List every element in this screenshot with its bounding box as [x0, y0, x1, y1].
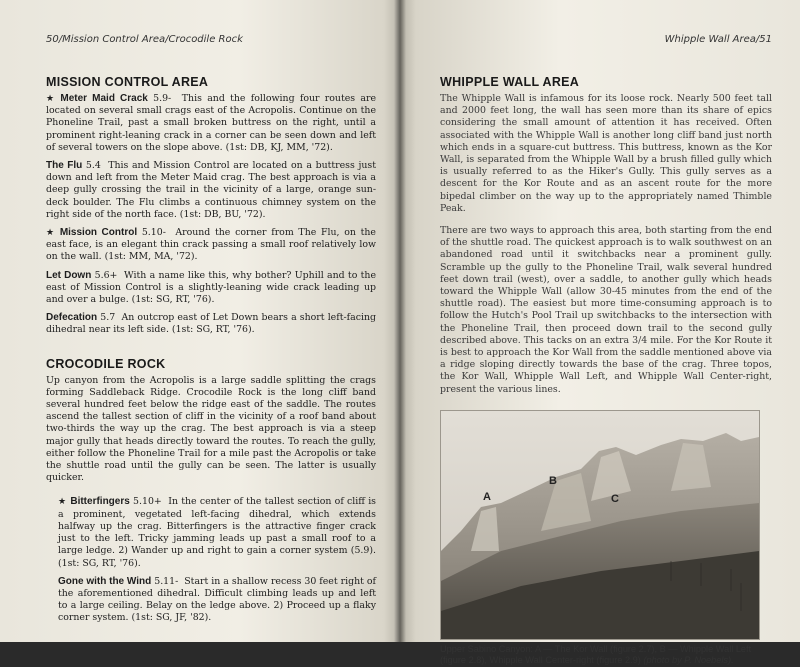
mission-control-heading: MISSION CONTROL AREA — [46, 75, 209, 89]
right-running-head: Whipple Wall Area/51 — [664, 34, 772, 45]
route-entry — [46, 227, 376, 264]
route-description: With a name like this, why bother? Uphill and to the east of Mission Control is a slightly-leaning wide crack leading up and over a bulge. (1st: SG, RT, '76). — [46, 269, 376, 306]
route-grade: 5.10+ — [133, 496, 162, 508]
photo-caption — [440, 644, 772, 667]
whipple-wall-heading: WHIPPLE WALL AREA — [440, 75, 580, 89]
whipple-paragraph: There are two ways to approach this area, both starting from the end of the shuttle road. The quickest approach is to walk southwest on an abandoned road until it switchbacks near a prominent gully. Scramble up the gully to the Phoneline Trail, walk several hundred feet down trail (west), over a saddle, to another gully which heads toward the Whipple Wall (allow 30-45 minutes from the end of the shuttle road). The easiest but more time-consuming approach is to follow the Hutch's Pool Trail up switchbacks to the intersection with the Phoneline Trail, then proceed down trail to the second gully described above. This tacks on an extra 3/4 mile. For the Kor Route it is best to approach the Kor Wall from the saddle mentioned above via a ridge sloping directly towards the base of the crag. Three topos, the Kor Wall, Whipple Wall Left, and Whipple Wall Center-right, present the various lines. — [440, 225, 772, 395]
caption-credit: (photo by P. Noebels). — [643, 655, 734, 666]
route-entry — [46, 93, 376, 154]
crocodile-rock-intro: Up canyon from the Acropolis is a large saddle splitting the crags forming Saddleback Ridge. Crocodile Rock is the long cliff band several hundred feet below the ridge east of the saddle. The routes ascend the tallest section of cliff in the vicinity of a roof band about two-thirds the way up the crag. The best approach is via a steep major gully that heads directly toward the routes. To reach the gully, either follow the Phoneline Trail for a mile past the Acropolis or take the shuttle road until the gully can be seen. The latter is usually quicker. — [46, 374, 376, 484]
route-grade: 5.10- — [141, 227, 166, 239]
route-name: Mission Control — [59, 227, 138, 239]
route-name: Let Down — [46, 269, 92, 281]
route-name: Gone with the Wind — [58, 575, 152, 587]
route-grade: 5.9- — [153, 93, 172, 104]
left-page — [0, 0, 400, 642]
crocodile-rock-heading: CROCODILE ROCK — [46, 356, 166, 371]
book-gutter — [394, 0, 406, 642]
route-description: An outcrop east of Let Down bears a short left-facing dihedral near its left side. (1st: SG, RT, '76). — [46, 312, 376, 336]
route-grade: 5.7 — [100, 312, 116, 324]
route-grade: 5.6+ — [94, 269, 118, 281]
route-entry — [46, 312, 376, 336]
route-description: This and the following four routes are located on several small crags east of the Acropolis. Continue on the Phoneline Trail, past a small broken buttress on the right, until a prominent right-leaning crack in a corner can be seen down and left of several towers on the slope above. (1st: DB, KJ, MM, '72). — [46, 93, 376, 153]
photo-label-c: C — [611, 492, 619, 505]
route-description: Start in a shallow recess 30 feet right of the aforementioned dihedral. Difficult climbing leads up and left to a large ceiling. Belay on the ledge above. 2) Proceed up a flaky corner system. (1st: SG, JF, '82). — [58, 575, 376, 624]
star-icon: ★ — [46, 94, 57, 104]
section-spacer — [46, 343, 376, 357]
right-page — [400, 0, 800, 666]
whipple-paragraph: The Whipple Wall is infamous for its loose rock. Nearly 500 feet tall and 2000 feet long, the wall has seen more than its share of epics considering the small amount of attention it has received. Often associated with the Whipple Wall is another long cliff band just north which ends in a square-cut buttress. This buttress, known as the Kor Wall, is separated from the Whipple Wall by a brush filled gully which is usually referred to as the Hiker's Gully. This gully serves as a descent for the Kor Route and as an ascent route for the more bipedal climber on the way up to the appropriately named Thimble Peak. — [440, 93, 772, 214]
route-name: Bitterfingers — [70, 496, 130, 508]
caption-text: Upper Sabino Canyon: A — The Kor Wall (figure 2.7), B — Whipple Wall Left (figure 2.8), Whipple Wall Center-right (figure 2.9) — [440, 643, 752, 666]
photo-label-a: A — [483, 490, 491, 503]
canyon-photo-image — [441, 411, 759, 639]
route-name: The Flu — [46, 160, 83, 172]
route-entry — [46, 496, 376, 569]
route-description: Around the corner from The Flu, on the east face, is an elegant thin crack passing a small roof relatively low on the wall. (1st: MM, MA, '72). — [46, 227, 376, 263]
route-entry — [46, 576, 376, 625]
route-grade: 5.11- — [154, 575, 179, 587]
left-running-head: 50/Mission Control Area/Crocodile Rock — [46, 34, 243, 45]
star-icon: ★ — [58, 497, 67, 508]
route-name: Meter Maid Crack — [60, 93, 148, 104]
photo-label-b: B — [549, 474, 557, 487]
canyon-photo — [440, 410, 760, 640]
route-description: This and Mission Control are located on a buttress just down and left from the Meter Maid crag. The best approach is via a deep gully crossing the trail in the vicinity of a large, orange sun-deck boulder. The Flu climbs a continuous chimney system on the right side of the north face. (1st: DB, BU, '72). — [46, 160, 376, 220]
route-description: In the center of the tallest section of cliff is a prominent, vegetated left-facing dihedral, which extends halfway up the crag. Bitterfingers is the attractive finger crack just to the left. Tricky jamming leads up past a small roof to a large ledge. 2) Wander up and right to gain a corner system (5.9). (1st: SG, RT, '76). — [58, 496, 376, 569]
star-icon: ★ — [46, 228, 56, 239]
route-grade: 5.4 — [85, 160, 101, 172]
route-entry — [46, 270, 376, 307]
route-name: Defecation — [46, 312, 98, 324]
route-entry — [46, 160, 376, 221]
